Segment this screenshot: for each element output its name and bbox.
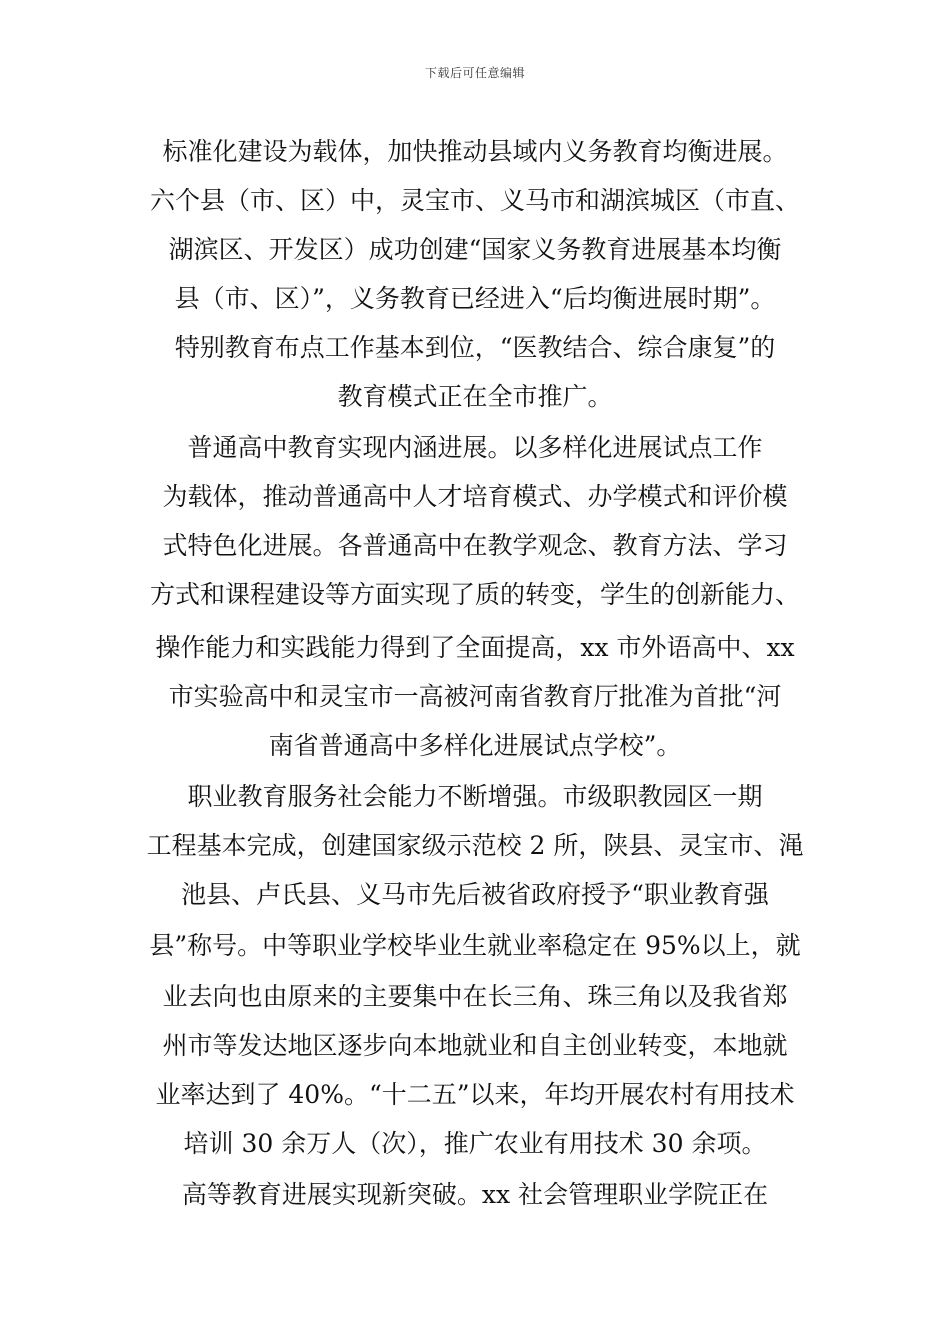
text-line: 六个县（市、区）中，灵宝市、义马市和湖滨城区（市直、 <box>149 186 800 215</box>
text-line: 池县、卢氏县、义马市先后被省政府授予“职业教育强 <box>181 880 769 909</box>
text-line: 为载体，推动普通高中人才培育模式、办学模式和评价模 <box>162 482 788 511</box>
text-line: 普通高中教育实现内涵进展。以多样化进展试点工作 <box>187 433 763 462</box>
text-line: 培训 30 余万人（次），推广农业有用技术 30 余项。 <box>183 1129 767 1158</box>
text-line: 特别教育布点工作基本到位，“医教结合、综合康复”的 <box>174 333 776 362</box>
text-line: 工程基本完成，创建国家级示范校 2 所，陕县、灵宝市、渑 <box>146 831 804 860</box>
text-line: 职业教育服务社会能力不断增强。市级职教园区一期 <box>187 782 763 811</box>
text-line: 湖滨区、开发区）成功创建“国家义务教育进展基本均衡 <box>168 235 782 264</box>
text-line: 县”称号。中等职业学校毕业生就业率稳定在 95%以上，就 <box>149 931 801 960</box>
text-line: 方式和课程建设等方面实现了质的转变，学生的创新能力、 <box>149 580 800 609</box>
text-line: 高等教育进展实现新突破。xx 社会管理职业学院正在 <box>181 1180 769 1209</box>
text-line: 市实验高中和灵宝市一高被河南省教育厅批准为首批“河 <box>168 682 782 711</box>
text-line: 式特色化进展。各普通高中在教学观念、教育方法、学习 <box>162 531 788 560</box>
text-line: 业去向也由原来的主要集中在长三角、珠三角以及我省郑 <box>162 982 788 1011</box>
text-line: 南省普通高中多样化进展试点学校”。 <box>268 731 682 760</box>
text-line: 县（市、区）”，义务教育已经进入“后均衡进展时期”。 <box>174 284 776 313</box>
text-line: 标准化建设为载体，加快推动县域内义务教育均衡进展。 <box>162 137 788 166</box>
page-header: 下载后可任意编辑 <box>424 66 525 80</box>
text-line: 业率达到了 40%。“十二五”以来，年均开展农村有用技术 <box>155 1080 795 1109</box>
text-line: 州市等发达地区逐步向本地就业和自主创业转变，本地就 <box>162 1031 788 1060</box>
text-line: 教育模式正在全市推广。 <box>337 382 613 411</box>
text-line: 操作能力和实践能力得到了全面提高，xx 市外语高中、xx <box>155 633 795 662</box>
